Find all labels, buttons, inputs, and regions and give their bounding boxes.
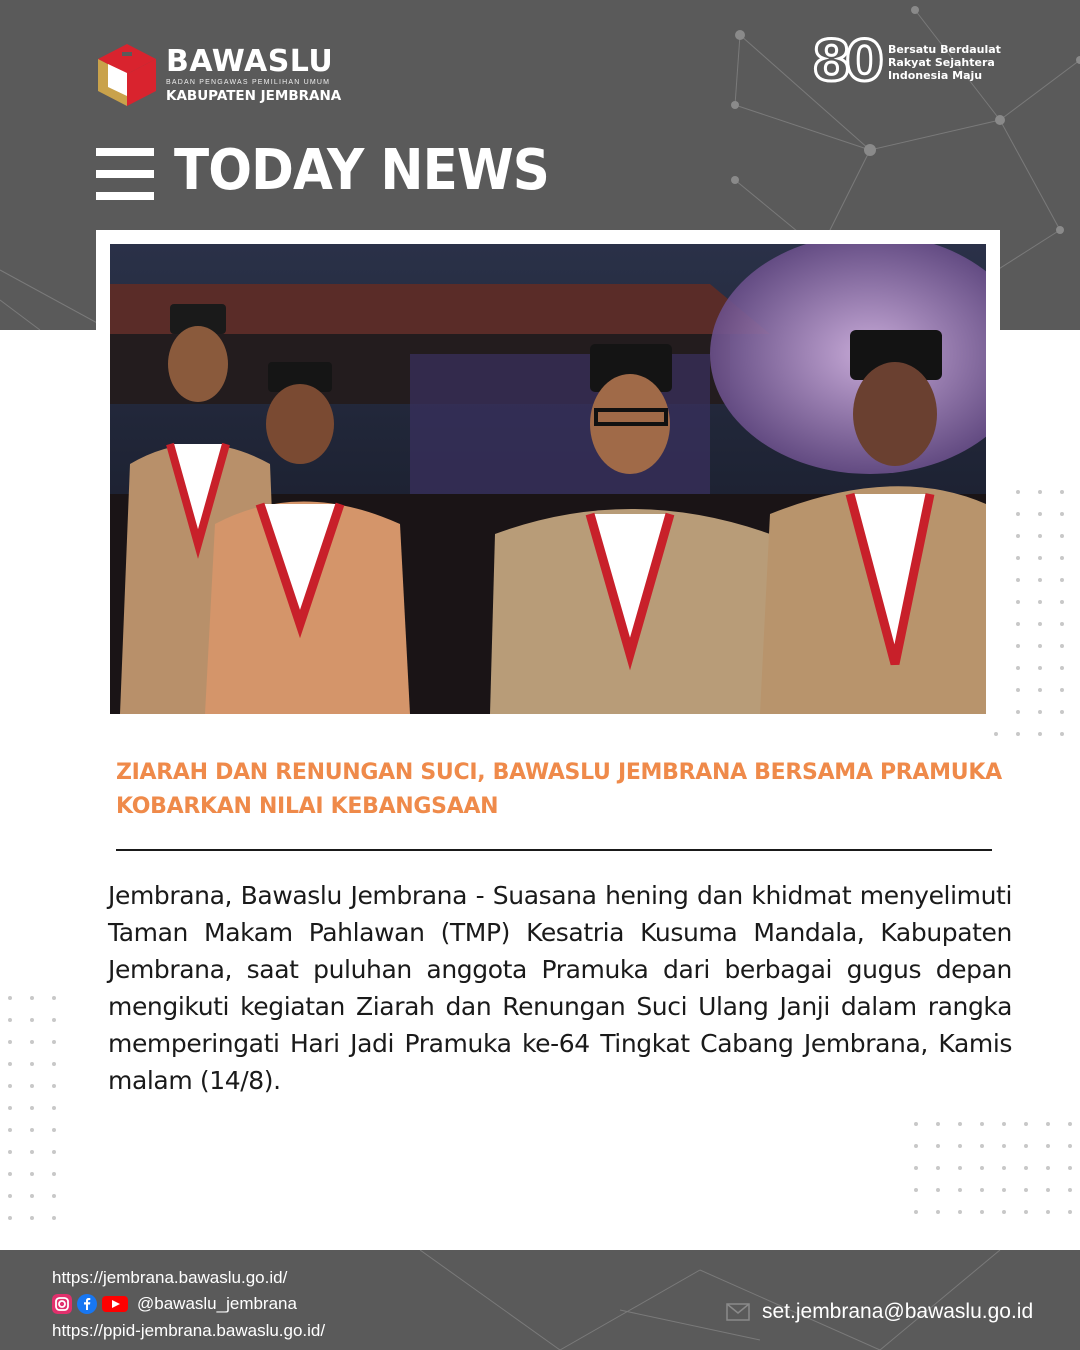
social-handle[interactable]: @bawaslu_jembrana [137,1294,297,1313]
article-body: Jembrana, Bawaslu Jembrana - Suasana hening dan khidmat menyelimuti Taman Makam Pahlawan (TMP) Kesatria Kusuma Mandala, Kabupaten Jembrana, saat puluhan anggota Pramuka dari berbagai gugus depan mengikuti kegiatan Ziarah dan Renungan Suci Ulang Janji dalam rangka memperingati Hari Jadi Pramuka ke-64 Tingkat Cabang Jembrana, Kamis malam (14/8). [108,881,1012,1095]
anniversary-tagline-1: Bersatu Berdaulat [887,42,1001,56]
article-headline: ZIARAH DAN RENUNGAN SUCI, BAWASLU JEMBRANA BERSAMA PRAMUKA KOBARKAN NILAI KEBANGSAAN [116,760,1002,819]
social-row [52,1294,297,1314]
ppid-link[interactable]: https://ppid-jembrana.bawaslu.go.id/ [52,1321,326,1340]
news-photo-frame [96,230,1000,728]
dot-pattern-right [990,486,1080,736]
brand-subtitle: BADAN PENGAWAS PEMILIHAN UMUM [166,78,331,86]
anniversary-tagline-2: Rakyat Sejahtera [887,55,995,69]
website-link[interactable]: https://jembrana.bawaslu.go.id/ [52,1268,288,1287]
bawaslu-emblem-icon [96,42,158,108]
instagram-icon[interactable] [52,1294,72,1314]
menu-icon[interactable] [96,148,154,202]
news-photo [110,244,986,714]
anniversary-badge [812,29,1001,94]
email-address[interactable]: set.jembrana@bawaslu.go.id [762,1300,1034,1323]
brand-name: BAWASLU [166,43,334,79]
youtube-icon[interactable] [102,1294,128,1314]
bawaslu-logo[interactable] [96,42,341,108]
anniversary-number: 80 [812,29,878,94]
dot-pattern-left [4,992,74,1224]
mail-icon [726,1303,750,1321]
headline-divider [116,849,992,851]
brand-region: KABUPATEN JEMBRANA [166,87,342,104]
facebook-icon[interactable] [77,1294,97,1314]
dot-pattern-bottom-right [910,1118,1080,1228]
anniversary-tagline-3: Indonesia Maju [887,68,983,82]
email-contact[interactable] [726,1300,1033,1324]
footer [0,1250,1080,1350]
page-title: TODAY NEWS [174,138,549,203]
